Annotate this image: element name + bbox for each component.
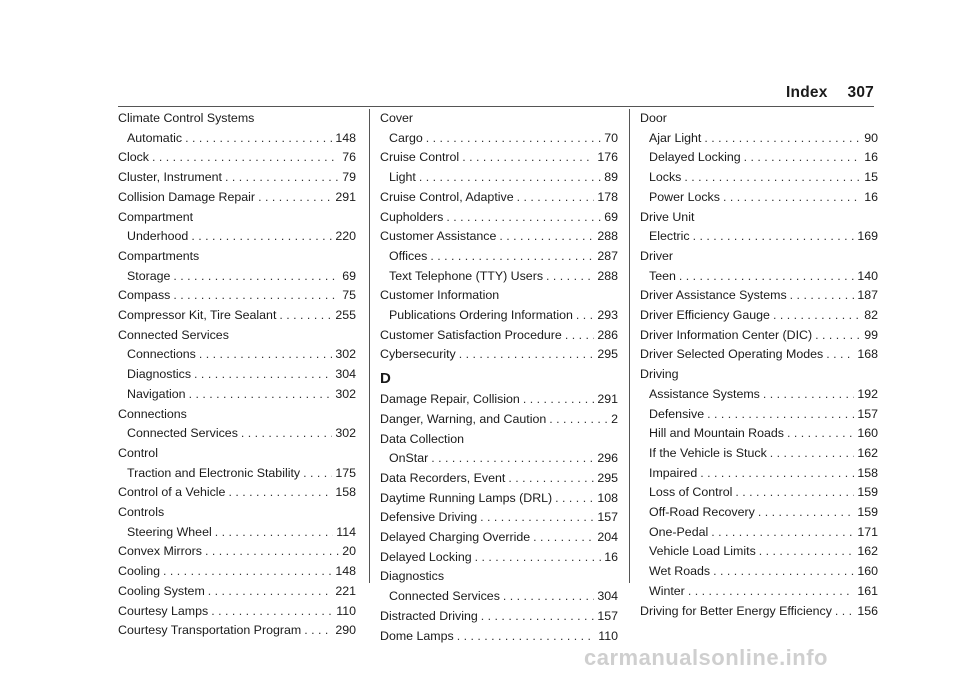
entry-page-number: 16 [604, 549, 618, 564]
entry-label: Vehicle Load Limits [649, 544, 756, 559]
index-entry [380, 548, 618, 568]
entry-label: Dome Lamps [380, 628, 454, 643]
index-subentry [380, 306, 618, 326]
entry-page-number: 159 [857, 485, 878, 500]
header-page-number: 307 [847, 84, 874, 101]
entry-page-number: 187 [857, 288, 878, 303]
dot-leader [835, 602, 854, 622]
index-column-3 [640, 109, 878, 621]
dot-leader [426, 129, 601, 149]
index-entry [380, 627, 618, 647]
entry-label: Hill and Mountain Roads [649, 426, 784, 441]
index-column-2 [380, 109, 618, 646]
dot-leader [205, 542, 339, 562]
entry-page-number: 15 [864, 170, 878, 185]
entry-label: Delayed Locking [380, 549, 472, 564]
entry-page-number: 76 [342, 150, 356, 165]
index-subentry [640, 542, 878, 562]
entry-page-number: 157 [857, 406, 878, 421]
entry-page-number: 302 [335, 386, 356, 401]
index-heading: Drive Unit [640, 209, 695, 224]
dot-leader [555, 489, 594, 509]
dot-leader [163, 562, 332, 582]
entry-page-number: 304 [335, 367, 356, 382]
index-subentry [640, 483, 878, 503]
index-subentry [640, 148, 878, 168]
entry-page-number: 110 [598, 628, 618, 643]
index-entry [640, 326, 878, 346]
entry-page-number: 169 [857, 229, 878, 244]
entry-label: Driver Selected Operating Modes [640, 347, 824, 362]
entry-label: Data Recorders, Event [380, 470, 506, 485]
dot-leader [481, 607, 595, 627]
entry-page-number: 82 [864, 308, 878, 323]
entry-label: Defensive Driving [380, 510, 478, 525]
index-heading: Data Collection [380, 431, 465, 446]
entry-label: Defensive [649, 406, 705, 421]
dot-leader [258, 188, 332, 208]
index-entry [380, 345, 618, 365]
entry-label: Traction and Electronic Stability [127, 465, 301, 480]
index-subentry [380, 129, 618, 149]
entry-page-number: 160 [857, 564, 878, 579]
entry-page-number: 156 [857, 603, 878, 618]
entry-label: Collision Damage Repair [118, 189, 256, 204]
entry-page-number: 178 [597, 189, 618, 204]
entry-page-number: 140 [857, 268, 878, 283]
entry-label: Driver Efficiency Gauge [640, 308, 770, 323]
entry-label: Connections [127, 347, 196, 362]
entry-label: Cooling [118, 564, 161, 579]
entry-page-number: 99 [864, 327, 878, 342]
index-entry [118, 562, 356, 582]
dot-leader [684, 168, 861, 188]
dot-leader [546, 267, 594, 287]
dot-leader [565, 326, 595, 346]
entry-page-number: 158 [335, 485, 356, 500]
entry-page-number: 16 [864, 189, 878, 204]
index-entry [380, 208, 618, 228]
index-heading: Diagnostics [380, 569, 445, 584]
dot-leader [228, 483, 332, 503]
entry-page-number: 90 [864, 130, 878, 145]
dot-leader [173, 267, 339, 287]
entry-label: Compass [118, 288, 171, 303]
index-subentry [380, 247, 618, 267]
entry-label: Cupholders [380, 209, 444, 224]
entry-page-number: 70 [604, 130, 618, 145]
dot-leader [431, 449, 594, 469]
entry-label: Delayed Charging Override [380, 530, 531, 545]
entry-page-number: 148 [335, 564, 356, 579]
entry-label: Connected Services [127, 426, 238, 441]
entry-label: Cargo [389, 130, 423, 145]
index-heading: Controls [118, 505, 165, 520]
index-subentry [640, 562, 878, 582]
entry-page-number: 286 [597, 327, 618, 342]
entry-label: Compressor Kit, Tire Sealant [118, 308, 277, 323]
entry-label: If the Vehicle is Stuck [649, 445, 767, 460]
entry-page-number: 290 [335, 623, 356, 638]
entry-page-number: 89 [604, 170, 618, 185]
entry-label: Loss of Control [649, 485, 733, 500]
index-subentry [640, 385, 878, 405]
index-entry [380, 508, 618, 528]
index-heading: Driver [640, 248, 674, 263]
entry-page-number: 288 [597, 268, 618, 283]
index-subentry [118, 267, 356, 287]
dot-leader [711, 523, 854, 543]
index-entry [640, 286, 878, 306]
index-subentry [118, 523, 356, 543]
column-divider [629, 109, 630, 583]
index-subentry [380, 267, 618, 287]
index-entry [380, 148, 618, 168]
index-entry [640, 306, 878, 326]
index-entry [380, 607, 618, 627]
index-subentry [640, 582, 878, 602]
index-entry [380, 469, 618, 489]
dot-leader [735, 483, 854, 503]
entry-label: Clock [118, 150, 149, 165]
entry-label: Cybersecurity [380, 347, 456, 362]
index-column-1 [118, 109, 356, 641]
index-entry [380, 410, 618, 430]
entry-label: Driver Information Center (DIC) [640, 327, 813, 342]
dot-leader [773, 306, 861, 326]
dot-leader [770, 444, 855, 464]
index-heading: Compartment [118, 209, 194, 224]
index-entry [118, 286, 356, 306]
entry-page-number: 160 [857, 426, 878, 441]
dot-leader [758, 503, 854, 523]
dot-leader [173, 286, 339, 306]
entry-label: Customer Assistance [380, 229, 497, 244]
entry-page-number: 16 [864, 150, 878, 165]
entry-page-number: 162 [857, 544, 878, 559]
entry-page-number: 293 [597, 308, 618, 323]
entry-label: Cooling System [118, 583, 205, 598]
dot-leader [679, 267, 854, 287]
entry-page-number: 304 [597, 589, 618, 604]
index-subentry [640, 444, 878, 464]
entry-label: Assistance Systems [649, 386, 760, 401]
entry-page-number: 157 [597, 510, 618, 525]
entry-label: Winter [649, 583, 685, 598]
entry-label: OnStar [389, 451, 429, 466]
dot-leader [517, 188, 595, 208]
dot-leader [303, 464, 332, 484]
index-entry [380, 326, 618, 346]
entry-label: Wet Roads [649, 564, 711, 579]
entry-label: Steering Wheel [127, 524, 212, 539]
entry-page-number: 69 [604, 209, 618, 224]
entry-page-number: 69 [342, 268, 356, 283]
header-rule [118, 106, 874, 107]
entry-page-number: 204 [597, 530, 618, 545]
index-subentry [640, 227, 878, 247]
dot-leader [707, 405, 854, 425]
entry-label: Cruise Control [380, 150, 460, 165]
index-subentry [380, 587, 618, 607]
entry-label: Power Locks [649, 189, 720, 204]
entry-label: Ajar Light [649, 130, 702, 145]
header-section-title: Index [786, 84, 828, 101]
index-heading: Connected Services [118, 327, 229, 342]
entry-page-number: 157 [597, 608, 618, 623]
entry-label: Automatic [127, 130, 183, 145]
entry-label: Diagnostics [127, 367, 192, 382]
index-heading: Customer Information [380, 288, 500, 303]
dot-leader [419, 168, 601, 188]
index-subentry [640, 129, 878, 149]
entry-page-number: 287 [597, 248, 618, 263]
dot-leader [700, 464, 854, 484]
entry-label: Text Telephone (TTY) Users [389, 268, 544, 283]
index-subentry [118, 385, 356, 405]
dot-leader [475, 548, 602, 568]
dot-leader [744, 148, 862, 168]
dot-leader [225, 168, 339, 188]
entry-label: One-Pedal [649, 524, 709, 539]
dot-leader [704, 129, 861, 149]
index-entry [380, 227, 618, 247]
entry-label: Convex Mirrors [118, 544, 202, 559]
entry-label: Off-Road Recovery [649, 505, 755, 520]
entry-page-number: 110 [336, 603, 356, 618]
dot-leader [523, 390, 595, 410]
index-entry [118, 168, 356, 188]
dot-leader [185, 129, 332, 149]
index-entry [118, 602, 356, 622]
index-subentry [118, 227, 356, 247]
index-subentry [118, 464, 356, 484]
index-subentry [640, 267, 878, 287]
entry-page-number: 302 [335, 426, 356, 441]
entry-page-number: 158 [857, 465, 878, 480]
index-subentry [118, 365, 356, 385]
entry-label: Damage Repair, Collision [380, 392, 520, 407]
entry-page-number: 20 [342, 544, 356, 559]
entry-label: Connected Services [389, 589, 500, 604]
dot-leader [790, 286, 855, 306]
dot-leader [189, 385, 333, 405]
index-entry [380, 528, 618, 548]
dot-leader [508, 469, 594, 489]
entry-label: Navigation [127, 386, 186, 401]
entry-page-number: 79 [342, 170, 356, 185]
index-heading: Driving [640, 367, 679, 382]
dot-leader [304, 621, 332, 641]
entry-page-number: 168 [857, 347, 878, 362]
entry-page-number: 291 [335, 189, 356, 204]
entry-page-number: 295 [597, 470, 618, 485]
dot-leader [693, 227, 855, 247]
entry-label: Daytime Running Lamps (DRL) [380, 490, 553, 505]
entry-label: Underhood [127, 229, 189, 244]
index-heading: Climate Control Systems [118, 111, 255, 125]
dot-leader [815, 326, 861, 346]
entry-page-number: 296 [597, 451, 618, 466]
index-section-letter: D [380, 370, 391, 388]
index-subentry [640, 168, 878, 188]
dot-leader [241, 424, 332, 444]
entry-label: Offices [389, 248, 428, 263]
entry-page-number: 75 [342, 288, 356, 303]
index-entry [118, 188, 356, 208]
index-subentry [640, 424, 878, 444]
index-entry [118, 582, 356, 602]
index-heading: Control [118, 445, 158, 460]
entry-page-number: 295 [597, 347, 618, 362]
entry-label: Courtesy Lamps [118, 603, 209, 618]
entry-label: Impaired [649, 465, 698, 480]
dot-leader [430, 247, 594, 267]
index-entry [380, 390, 618, 410]
index-entry [118, 148, 356, 168]
index-subentry [640, 188, 878, 208]
dot-leader [763, 385, 854, 405]
index-heading: Door [640, 111, 667, 125]
column-divider [369, 109, 370, 583]
entry-label: Danger, Warning, and Caution [380, 411, 547, 426]
entry-page-number: 175 [335, 465, 356, 480]
entry-page-number: 302 [335, 347, 356, 362]
entry-page-number: 159 [857, 505, 878, 520]
entry-label: Delayed Locking [649, 150, 741, 165]
dot-leader [459, 345, 595, 365]
entry-page-number: 220 [335, 229, 356, 244]
entry-label: Storage [127, 268, 171, 283]
entry-page-number: 192 [857, 386, 878, 401]
dot-leader [723, 188, 861, 208]
entry-page-number: 161 [857, 583, 878, 598]
index-subentry [640, 405, 878, 425]
watermark: carmanualsonline.info [584, 645, 828, 670]
dot-leader [199, 345, 332, 365]
index-heading: Compartments [118, 248, 200, 263]
entry-label: Light [389, 170, 416, 185]
entry-page-number: 148 [335, 130, 356, 145]
index-entry [640, 602, 878, 622]
dot-leader [152, 148, 339, 168]
dot-leader [549, 410, 608, 430]
index-entry [380, 188, 618, 208]
dot-leader [480, 508, 594, 528]
entry-page-number: 108 [597, 490, 618, 505]
index-subentry [118, 129, 356, 149]
entry-page-number: 176 [597, 150, 618, 165]
index-entry [118, 306, 356, 326]
entry-page-number: 114 [336, 524, 356, 539]
index-subentry [640, 464, 878, 484]
entry-page-number: 288 [597, 229, 618, 244]
entry-label: Cluster, Instrument [118, 170, 222, 185]
dot-leader [211, 602, 333, 622]
entry-label: Control of a Vehicle [118, 485, 226, 500]
dot-leader [576, 306, 594, 326]
index-subentry [118, 424, 356, 444]
index-heading: Cover [380, 111, 414, 125]
entry-label: Distracted Driving [380, 608, 478, 623]
dot-leader [787, 424, 854, 444]
index-entry [118, 483, 356, 503]
entry-label: Driving for Better Energy Efficiency [640, 603, 832, 618]
index-subentry [118, 345, 356, 365]
entry-page-number: 2 [611, 411, 618, 426]
page-header [786, 84, 874, 102]
dot-leader [759, 542, 855, 562]
index-subentry [380, 449, 618, 469]
dot-leader [194, 365, 332, 385]
index-subentry [380, 168, 618, 188]
index-heading: Connections [118, 406, 187, 421]
entry-page-number: 221 [335, 583, 356, 598]
entry-label: Driver Assistance Systems [640, 288, 787, 303]
dot-leader [446, 208, 601, 228]
dot-leader [503, 587, 594, 607]
dot-leader [533, 528, 594, 548]
dot-leader [279, 306, 332, 326]
index-entry [118, 542, 356, 562]
dot-leader [208, 582, 333, 602]
entry-label: Electric [649, 229, 690, 244]
index-subentry [640, 503, 878, 523]
dot-leader [191, 227, 332, 247]
entry-page-number: 291 [597, 392, 618, 407]
dot-leader [462, 148, 594, 168]
entry-page-number: 255 [335, 308, 356, 323]
entry-label: Cruise Control, Adaptive [380, 189, 514, 204]
index-entry [640, 345, 878, 365]
index-entry [118, 621, 356, 641]
entry-label: Courtesy Transportation Program [118, 623, 302, 638]
dot-leader [688, 582, 855, 602]
dot-leader [826, 345, 854, 365]
entry-page-number: 162 [857, 445, 878, 460]
entry-page-number: 171 [857, 524, 878, 539]
index-entry [380, 489, 618, 509]
dot-leader [499, 227, 594, 247]
index-subentry [640, 523, 878, 543]
dot-leader [713, 562, 854, 582]
dot-leader [215, 523, 334, 543]
entry-label: Customer Satisfaction Procedure [380, 327, 562, 342]
entry-label: Publications Ordering Information [389, 308, 573, 323]
entry-label: Locks [649, 170, 682, 185]
entry-label: Teen [649, 268, 676, 283]
dot-leader [457, 627, 596, 647]
